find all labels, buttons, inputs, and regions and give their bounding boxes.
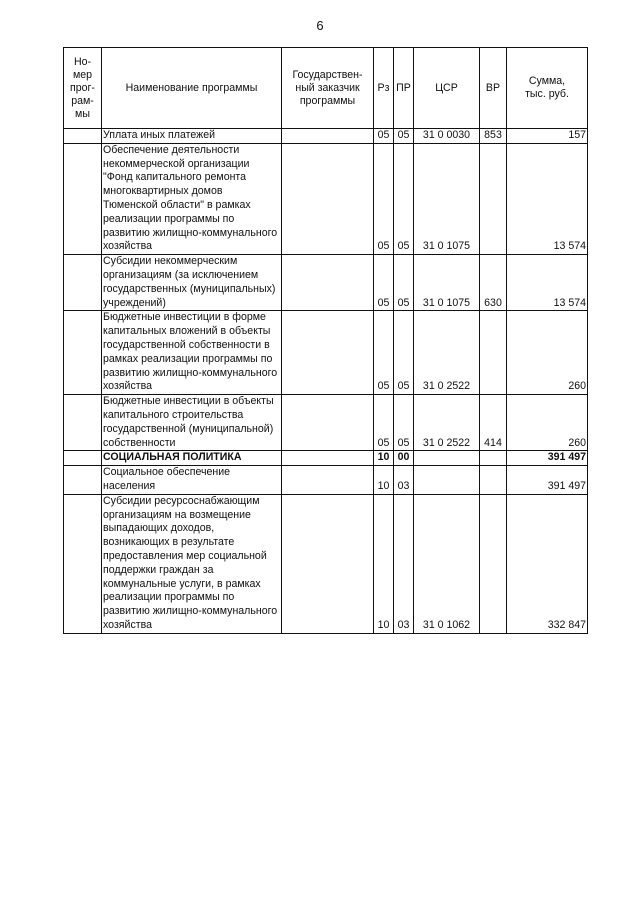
state-customer-cell (282, 395, 374, 451)
table-row (64, 466, 588, 495)
sum-cell: 157 (507, 129, 588, 144)
rz-cell: 10 (374, 451, 394, 466)
csr-cell: 31 0 1075 (414, 255, 480, 311)
vr-cell: 414 (480, 395, 507, 451)
table-row (64, 129, 588, 144)
rz-cell: 05 (374, 255, 394, 311)
state-customer-cell (282, 311, 374, 395)
program-name-cell: Субсидии некоммерческим организациям (за исключением государственных (муниципальных) учреждений) (102, 255, 282, 311)
program-name-cell: Бюджетные инвестиции в форме капитальных вложений в объекты государственной собственности в рамках реализации программы по развитию жилищно-коммунального хозяйства (102, 311, 282, 395)
sum-cell: 391 497 (507, 451, 588, 466)
vr-cell (480, 311, 507, 395)
table-row (64, 494, 588, 633)
sum-cell: 260 (507, 311, 588, 395)
table-row (64, 395, 588, 451)
header-rz: Рз (374, 48, 394, 129)
table-body (64, 129, 588, 634)
rz-cell: 05 (374, 129, 394, 144)
rz-cell: 10 (374, 466, 394, 495)
csr-cell: 31 0 1062 (414, 494, 480, 633)
pr-cell: 05 (394, 129, 414, 144)
vr-cell (480, 466, 507, 495)
state-customer-cell (282, 494, 374, 633)
header-sum: Сумма, тыс. руб. (507, 48, 588, 129)
sum-cell: 391 497 (507, 466, 588, 495)
table-row (64, 451, 588, 466)
state-customer-cell (282, 143, 374, 254)
program-number-cell (64, 143, 102, 254)
table-header-row (64, 48, 588, 129)
rz-cell: 10 (374, 494, 394, 633)
csr-cell: 31 0 2522 (414, 395, 480, 451)
vr-cell (480, 494, 507, 633)
header-state-customer: Государствен- ный заказчик программы (282, 48, 374, 129)
state-customer-cell (282, 129, 374, 144)
state-customer-cell (282, 451, 374, 466)
program-number-cell (64, 311, 102, 395)
csr-cell (414, 466, 480, 495)
sum-cell: 13 574 (507, 255, 588, 311)
csr-cell (414, 451, 480, 466)
state-customer-cell (282, 255, 374, 311)
header-program-name: Наименование программы (102, 48, 282, 129)
program-number-cell (64, 395, 102, 451)
rz-cell: 05 (374, 395, 394, 451)
program-number-cell (64, 494, 102, 633)
header-csr: ЦСР (414, 48, 480, 129)
program-number-cell (64, 255, 102, 311)
table-row (64, 143, 588, 254)
vr-cell: 630 (480, 255, 507, 311)
program-name-cell: СОЦИАЛЬНАЯ ПОЛИТИКА (102, 451, 282, 466)
table-row (64, 255, 588, 311)
csr-cell: 31 0 1075 (414, 143, 480, 254)
vr-cell (480, 143, 507, 254)
header-pr: ПР (394, 48, 414, 129)
program-name-cell: Субсидии ресурсоснабжающим организациям на возмещение выпадающих доходов, возникающих в результате предоставления мер социальной поддержки граждан за коммунальные услуги, в рамках реализации программы по развитию жилищно-коммунального хозяйства (102, 494, 282, 633)
vr-cell (480, 451, 507, 466)
sum-cell: 260 (507, 395, 588, 451)
state-customer-cell (282, 466, 374, 495)
header-vr: ВР (480, 48, 507, 129)
program-number-cell (64, 466, 102, 495)
vr-cell: 853 (480, 129, 507, 144)
program-name-cell: Социальное обеспечение населения (102, 466, 282, 495)
program-name-cell: Уплата иных платежей (102, 129, 282, 144)
sum-cell: 332 847 (507, 494, 588, 633)
table-row (64, 311, 588, 395)
program-number-cell (64, 451, 102, 466)
pr-cell: 05 (394, 395, 414, 451)
pr-cell: 05 (394, 143, 414, 254)
program-number-cell (64, 129, 102, 144)
header-program-number: Но- мер прог- рам- мы (64, 48, 102, 129)
pr-cell: 05 (394, 311, 414, 395)
page-number: 6 (316, 18, 324, 33)
pr-cell: 05 (394, 255, 414, 311)
csr-cell: 31 0 2522 (414, 311, 480, 395)
rz-cell: 05 (374, 143, 394, 254)
program-name-cell: Бюджетные инвестиции в объекты капитального строительства государственной (муниципальной) собственности (102, 395, 282, 451)
sum-cell: 13 574 (507, 143, 588, 254)
pr-cell: 00 (394, 451, 414, 466)
rz-cell: 05 (374, 311, 394, 395)
budget-table (63, 47, 588, 634)
csr-cell: 31 0 0030 (414, 129, 480, 144)
program-name-cell: Обеспечение деятельности некоммерческой организации "Фонд капитального ремонта многоквартирных домов Тюменской области" в рамках реализации программы по развитию жилищно-коммунального хозяйства (102, 143, 282, 254)
pr-cell: 03 (394, 494, 414, 633)
pr-cell: 03 (394, 466, 414, 495)
